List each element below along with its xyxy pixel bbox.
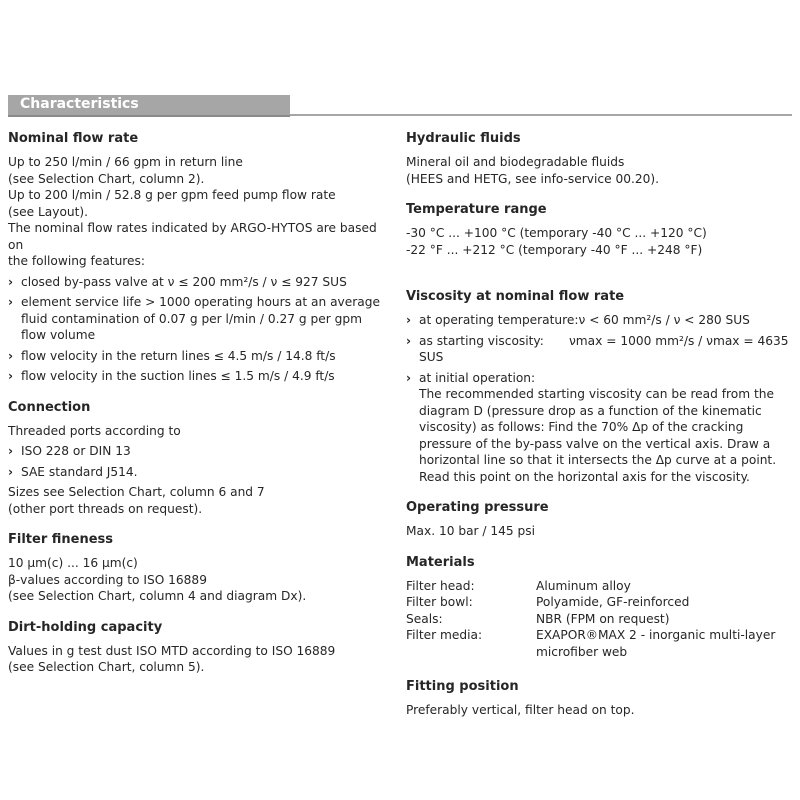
materials-row: Filter head: Aluminum alloy <box>406 578 631 593</box>
list-item: › element service life > 1000 operating hours at an average fluid contamination of 0.07 g per l/min / 0.27 g per gpm flow volume <box>8 295 380 342</box>
right-column <box>406 130 796 733</box>
left-column <box>8 130 388 690</box>
materials-row: Filter bowl: Polyamide, GF-reinforced <box>406 595 690 609</box>
fineness-section <box>8 531 388 605</box>
temperature-line: -30 °C ... +100 °C (temporary -40 °C ... +120 °C) <box>406 226 707 240</box>
list-item: › SAE standard J514. <box>8 464 138 479</box>
nominal-flow-heading: Nominal flow rate <box>8 131 139 146</box>
characteristics-banner <box>8 95 290 117</box>
temperature-heading: Temperature range <box>406 202 547 217</box>
temperature-section <box>406 201 796 258</box>
list-item: › flow velocity in the suction lines ≤ 1.5 m/s / 4.9 ft/s <box>8 369 335 383</box>
chevron-right-icon: › <box>8 274 14 289</box>
hydraulic-line: (HEES and HETG, see info-service 00.20). <box>406 171 659 186</box>
connection-list <box>8 443 388 480</box>
nominal-flow-line: (see Layout). <box>8 204 89 219</box>
list-item: › closed by-pass valve at ν ≤ 200 mm²/s / ν ≤ 927 SUS <box>8 274 347 289</box>
nominal-flow-line: Up to 250 l/min / 66 gpm in return line <box>8 155 243 169</box>
list-item: › at operating temperature:ν < 60 mm²/s / ν < 280 SUS <box>406 313 750 327</box>
list-item: › as starting viscosity: νmax = 1000 mm²/s / νmax = 4635 SUS <box>406 333 789 364</box>
pressure-heading: Operating pressure <box>406 500 549 515</box>
dirt-line: Values in g test dust ISO MTD according to ISO 16889 <box>8 643 336 658</box>
nominal-flow-line: The nominal flow rates indicated by ARGO-HYTOS are based on <box>8 221 377 252</box>
chevron-right-icon: › <box>406 370 412 385</box>
materials-row: Seals: NBR (FPM on request) <box>406 611 670 626</box>
connection-intro: Threaded ports according to <box>8 423 181 438</box>
materials-heading: Materials <box>406 554 475 570</box>
fineness-line: 10 µm(c) ... 16 µm(c) <box>8 556 138 570</box>
hydraulic-section <box>406 130 796 187</box>
nominal-flow-line: Up to 200 l/min / 52.8 g per gpm feed pump flow rate <box>8 188 336 202</box>
list-item: › ISO 228 or DIN 13 <box>8 444 131 458</box>
dirt-heading: Dirt-holding capacity <box>8 619 163 635</box>
temperature-line: -22 °F ... +212 °C (temporary -40 °F ... +248 °F) <box>406 242 703 257</box>
fineness-line: (see Selection Chart, column 4 and diagram Dx). <box>8 589 307 603</box>
connection-heading: Connection <box>8 399 91 415</box>
pressure-value: Max. 10 bar / 145 psi <box>406 524 536 538</box>
dirt-section <box>8 619 388 676</box>
materials-section <box>406 554 796 661</box>
nominal-flow-line: (see Selection Chart, column 2). <box>8 171 205 186</box>
connection-outro: Sizes see Selection Chart, column 6 and 7 <box>8 485 265 499</box>
connection-section <box>8 399 388 518</box>
list-item: › at initial operation: The recommended starting viscosity can be read from the diagram D (pressure drop as a function of the kinematic viscosity) as follows: Find the 70% Δp of the cracking pressure of the by-pass valve on the vertical axis. Draw a horizontal line so that it intersects the Δp curve at a point. Read this point on the horizontal axis for the viscosity. <box>406 370 777 484</box>
fitting-value: Preferably vertical, filter head on top. <box>406 703 635 717</box>
connection-outro: (other port threads on request). <box>8 501 203 516</box>
nominal-flow-list <box>8 274 388 385</box>
fineness-heading: Filter fineness <box>8 532 114 547</box>
materials-row: Filter media: EXAPOR®MAX 2 - inorganic multi-layer microfiber web <box>406 628 776 659</box>
nominal-flow-line: the following features: <box>8 254 145 268</box>
nominal-flow-section <box>8 130 388 385</box>
pressure-section <box>406 499 796 540</box>
header-rule <box>290 114 792 116</box>
fitting-heading: Fitting position <box>406 679 519 694</box>
hydraulic-line: Mineral oil and biodegradable fluids <box>406 155 625 169</box>
chevron-right-icon: › <box>8 464 14 479</box>
chevron-right-icon: › <box>406 313 412 327</box>
fineness-line: β-values according to ISO 16889 <box>8 572 207 587</box>
chevron-right-icon: › <box>8 369 14 383</box>
chevron-right-icon: › <box>8 295 14 309</box>
hydraulic-heading: Hydraulic fluids <box>406 131 521 146</box>
dirt-line: (see Selection Chart, column 5). <box>8 660 205 674</box>
viscosity-list <box>406 312 796 485</box>
viscosity-heading: Viscosity at nominal flow rate <box>406 289 625 304</box>
chevron-right-icon: › <box>8 444 14 458</box>
fitting-section <box>406 678 796 719</box>
chevron-right-icon: › <box>8 348 14 363</box>
chevron-right-icon: › <box>406 333 412 348</box>
viscosity-section <box>406 288 796 485</box>
list-item: › flow velocity in the return lines ≤ 4.5 m/s / 14.8 ft/s <box>8 348 336 363</box>
section-title: Characteristics <box>20 96 139 112</box>
